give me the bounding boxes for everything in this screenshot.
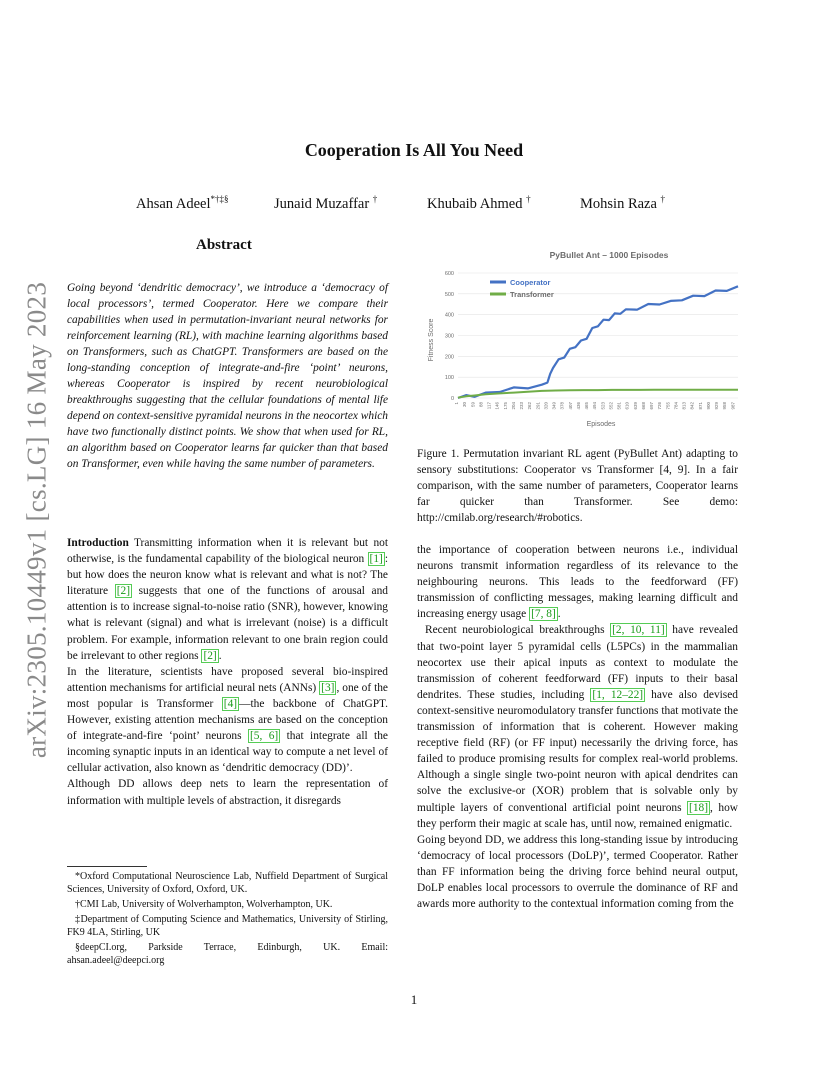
x-tick-label: 958 (722, 402, 728, 410)
chart-legend (490, 278, 554, 299)
x-tick-label: 436 (575, 402, 581, 410)
text-span: have revealed that two-point layer 5 pyramidal cells (L5PCs) in the mammalian neocortex use their apical inputs as context to modulate the transmission of coherent feedforward (FF) inputs to their basal dendrites. These studies, including (417, 624, 738, 701)
citation-link[interactable]: [7, 8] (531, 608, 556, 621)
x-tick-label: 813 (681, 402, 687, 410)
chart-series (458, 286, 738, 398)
text-span: . (218, 649, 222, 662)
body-paragraph-2 (417, 622, 738, 831)
figure-1-chart (420, 243, 740, 438)
author-name: Mohsin Raza (580, 195, 657, 212)
x-tick-label: 987 (730, 402, 736, 410)
footnote-4: §deepCI.org, Parkside Terrace, Edinburgh, UK. Email: ahsan.adeel@deepci.org (67, 942, 388, 966)
chart-svg (420, 243, 740, 433)
chart-x-ticks (454, 402, 735, 410)
arxiv-id: arXiv:2305.10449v1 [cs.LG] 16 May 2023 (21, 281, 52, 759)
x-tick-label: 465 (584, 402, 590, 410)
author-name: Khubaib Ahmed (427, 195, 523, 212)
x-tick-label: 204 (510, 402, 516, 410)
x-tick-label: 639 (632, 402, 638, 410)
author-4 (580, 194, 665, 213)
citation-link[interactable]: [2] (203, 649, 217, 662)
x-tick-label: 581 (616, 402, 622, 410)
chart-title: PyBullet Ant – 1000 Episodes (549, 250, 669, 260)
legend-label-cooperator: Cooperator (510, 278, 551, 287)
y-tick-label: 200 (444, 354, 454, 361)
x-tick-label: 175 (502, 402, 508, 410)
text-span: In the literature, scientists have proposed several bio-inspired attention mechanisms for artificial neural nets (ANNs) (67, 665, 388, 694)
x-tick-label: 146 (494, 402, 500, 410)
intro-heading: Introduction (67, 537, 129, 549)
x-tick-label: 407 (567, 402, 573, 410)
text-span: , how they perform their magic at scale has, until now, remained enigmatic. (417, 801, 738, 830)
x-tick-label: 262 (527, 402, 533, 410)
citation-link[interactable]: [5, 6] (249, 730, 279, 743)
footnote-rule (67, 866, 147, 867)
author-name: Junaid Muzaffar (274, 195, 370, 212)
x-tick-label: 755 (665, 402, 671, 410)
text-span: , one of the most popular is Transformer (67, 681, 388, 710)
x-tick-label: 88 (478, 402, 484, 408)
x-tick-label: 900 (705, 402, 711, 410)
y-tick-label: 100 (444, 375, 454, 382)
body-paragraph-1 (417, 542, 738, 622)
text-span: the importance of cooperation between neurons i.e., individual neurons transmit information regardless of its relevance to the neighbouring neurons. This leads to the feedforward (FF) transmission of conflicting messages, making learning difficult and increasing energy usage (417, 544, 738, 621)
author-marks: † (372, 194, 378, 204)
citation-link[interactable]: [2, 10, 11] (612, 624, 665, 637)
footnote-3: ‡Department of Computing Science and Mathematics, University of Stirling, FK9 4LA, Stirling, UK (67, 914, 388, 938)
footnotes (67, 870, 388, 969)
citation-link[interactable]: [1, 12–22] (592, 688, 644, 701)
y-tick-label: 500 (444, 291, 454, 298)
author-3 (427, 194, 531, 213)
author-marks: *†‡§ (210, 194, 229, 204)
body-paragraph-3: Going beyond DD, we address this long-standing issue by introducing ‘democracy of local processors (DoLP)’, termed Cooperator. Rather than FF information being the driving force behind neural output, DoLP enables local processors to overrule the dominance of RF and awards more authority to the contextual information coming from the (417, 833, 738, 911)
chart-y-axis-label: Fitness Score (428, 318, 435, 362)
series-line-cooperator (458, 286, 738, 398)
text-span: suggests that one of the functions of arousal and attention is to increase signal-to-noise ratio (SNR), however, knowing what is relevant (signal) and what is irrelevant (noise) is a difficult problem. For example, information relevant to one brain region could be irrelevant to other regions (67, 585, 388, 662)
author-2 (274, 194, 377, 213)
footnote-1: *Oxford Computational Neuroscience Lab, Nuffield Department of Surgical Sciences, University of Oxford, Oxford, UK. (67, 871, 388, 895)
chart-gridlines (458, 273, 738, 398)
intro-paragraph-2 (67, 664, 388, 777)
x-tick-label: 349 (551, 402, 557, 410)
y-tick-label: 600 (444, 271, 454, 277)
paper-title: Cooperation Is All You Need (304, 140, 524, 160)
footnote-2: †CMI Lab, University of Wolverhampton, Wolverhampton, UK. (75, 899, 333, 910)
x-tick-label: 871 (697, 402, 703, 410)
text-span: . (557, 608, 561, 621)
citation-link[interactable]: [1] (369, 553, 383, 566)
text-span: that integrate all the incoming synaptic inputs in an identical way to compute a net level of cellular activation, also known as ‘dendritic democracy (DD)’. (67, 730, 388, 775)
author-marks: † (660, 194, 666, 204)
text-span: Recent neurobiological breakthroughs (425, 624, 611, 637)
author-name: Ahsan Adeel (136, 195, 211, 212)
x-tick-label: 784 (673, 402, 679, 410)
x-tick-label: 697 (649, 402, 655, 410)
y-tick-label: 400 (444, 312, 454, 319)
x-tick-label: 320 (543, 402, 549, 410)
text-span: have also devised context-sensitive neuromodulatory transfer functions that motivate the transmission of information that is coherent. However making receptive field (RF) (or FF input) necessarily the driving force, has failed to produce promising results for complex real-world problems. Although a single single two-point neuron with apical dendrites can solve the exclusive-or (XOR) problem that is solvable only by multiple layers of conventional artificial point neurons (417, 688, 738, 814)
x-tick-label: 59 (470, 402, 476, 408)
x-tick-label: 378 (559, 402, 565, 410)
abstract-heading: Abstract (196, 237, 252, 253)
text-span: Transmitting information when it is relevant but not otherwise, is the fundamental capability of the biological neuron (67, 537, 388, 566)
y-tick-label: 0 (450, 396, 454, 402)
abstract-text: Going beyond ‘dendritic democracy’, we introduce a ‘democracy of local processors’, termed Cooperator. Here we compare their capabilities when used in permutation-invariant neural networks for reinforcement learning (RL), with machine learning algorithms based on Transformers, such as ChatGPT. Transformers are based on the long-standing conception of integrate-and-fire ‘point’ neurons, whereas Cooperator is inspired by recent neurobiological breakthroughs suggesting that the cellular foundations of mental life depend on context-sensitive pyramidal neurons in the neocortex which have two functionally distinct points. We show that when used for RL, an algorithm based on Cooperator learns far quicker than that based on Transformer, even while having the same number of parameters. (67, 282, 388, 470)
citation-link[interactable]: [18] (689, 801, 709, 814)
x-tick-label: 726 (657, 402, 663, 410)
intro-paragraph-3: Although DD allows deep nets to learn the representation of information with multiple levels of abstraction, it disregards (67, 778, 388, 807)
x-tick-label: 291 (535, 402, 541, 410)
x-tick-label: 668 (640, 402, 646, 410)
chart-y-ticks (445, 271, 454, 402)
x-tick-label: 552 (608, 402, 614, 410)
figure-caption: Figure 1. Permutation invariant RL agent (PyBullet Ant) adapting to sensory substitutions: Cooperator vs Transformer [4, 9]. In a fair comparison, with the same number of parameters, Cooperator learns far quicker than Transformer. See demo: http://cmilab.org/research/#robotics. (417, 448, 738, 524)
x-tick-label: 30 (462, 402, 468, 408)
x-tick-label: 233 (519, 402, 525, 410)
chart-x-axis-label: Episodes (586, 421, 616, 428)
text-span: —the backbone of ChatGPT. However, existing attention mechanisms are based on the conception of integrate-and-fire ‘point’ neurons (67, 697, 388, 743)
x-tick-label: 523 (600, 402, 606, 410)
body-column-right (417, 542, 738, 912)
intro-paragraph-1 (67, 535, 388, 664)
text-span: : but how does the neuron know what is relevant and what is not? The literature (67, 553, 388, 598)
y-tick-label: 300 (444, 333, 454, 340)
citation-link[interactable]: [3] (321, 681, 335, 694)
x-tick-label: 117 (486, 402, 492, 410)
author-1 (136, 194, 229, 213)
page-number: 1 (410, 992, 418, 1007)
x-tick-label: 494 (592, 402, 598, 410)
x-tick-label: 842 (689, 402, 695, 410)
x-tick-label: 1 (454, 402, 459, 405)
legend-label-transformer: Transformer (510, 290, 554, 299)
arxiv-sidebar-stamp (17, 280, 57, 760)
x-tick-label: 929 (714, 402, 720, 410)
citation-link[interactable]: [4] (223, 697, 238, 710)
x-tick-label: 610 (624, 402, 630, 410)
author-marks: † (526, 194, 531, 204)
citation-link[interactable]: [2] (116, 585, 130, 598)
body-column-left (67, 535, 388, 809)
